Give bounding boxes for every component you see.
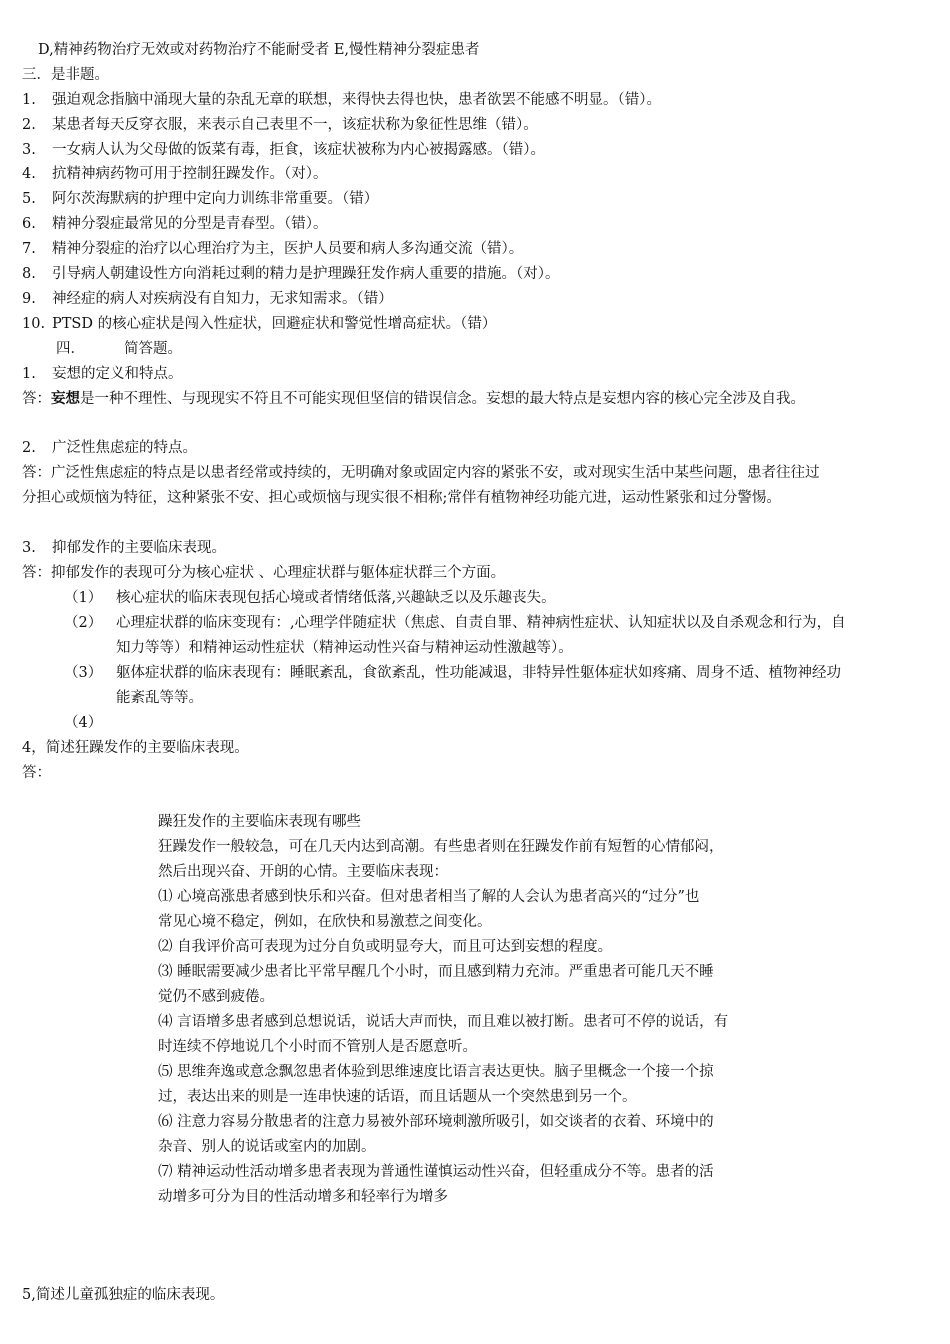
block-line: 觉仍不感到疲倦。 xyxy=(158,989,274,1005)
block-line: 时连续不停地说几个小时而不管别人是否愿意听。 xyxy=(158,1039,477,1055)
question-text: 妄想的定义和特点。 xyxy=(52,366,183,382)
section-heading-true-false: 三．是非题。 xyxy=(22,67,109,83)
list-item: 抗精神病药物可用于控制狂躁发作。（对）。 xyxy=(52,166,328,182)
question-number: 3. xyxy=(22,540,36,556)
sub-item-marker: （1） xyxy=(64,590,103,606)
list-item: 引导病人朝建设性方向消耗过剩的精力是护理躁狂发作病人重要的措施。（对）。 xyxy=(52,266,560,282)
list-number: 7. xyxy=(22,241,36,257)
sub-item-text: 能紊乱等等。 xyxy=(116,690,203,706)
sub-item-marker: （3） xyxy=(64,665,103,681)
answer-prefix: 答： xyxy=(22,391,51,407)
list-item: 强迫观念指脑中涌现大量的杂乱无章的联想，来得快去得也快，患者欲罢不能感不明显。（错）。 xyxy=(52,92,661,108)
list-item: 阿尔茨海默病的护理中定向力训练非常重要。（错） xyxy=(52,191,379,207)
list-item: 一女病人认为父母做的饭菜有毒，拒食，该症状被称为内心被揭露感。（错）。 xyxy=(52,142,545,158)
sub-item-marker: （2） xyxy=(64,615,103,631)
answer-line: 分担心或烦恼为特征，这种紧张不安、担心或烦恼与现实很不相称;常伴有植物神经功能亢进，运动性紧张和过分警惕。 xyxy=(22,490,781,506)
option-line: D,精神药物治疗无效或对药物治疗不能耐受者 E,慢性精神分裂症患者 xyxy=(38,42,480,58)
list-number: 6. xyxy=(22,216,36,232)
sub-item-text: 躯体症状群的临床表现有：睡眠紊乱，食欲紊乱，性功能减退，非特异性躯体症状如疼痛、周身不适、植物神经功 xyxy=(116,665,841,681)
sub-item-text: 核心症状的临床表现包括心境或者情绪低落,兴趣缺乏以及乐趣丧失。 xyxy=(116,590,556,606)
question-number: 2. xyxy=(22,440,36,456)
list-number: 4. xyxy=(22,166,36,182)
question-text: 抑郁发作的主要临床表现。 xyxy=(52,540,226,556)
list-number: 5. xyxy=(22,191,36,207)
sub-item-text: 心理症状群的临床变现有：,心理学伴随症状（焦虑、自责自罪、精神病性症状、认知症状以及自杀观念和行为，自 xyxy=(116,615,846,631)
question-number: 1. xyxy=(22,366,36,382)
list-number: 1. xyxy=(22,92,36,108)
answer-intro: 答：抑郁发作的表现可分为核心症状 、心理症状群与躯体症状群三个方面。 xyxy=(22,565,506,581)
block-line: 过，表达出来的则是一连串快速的话语，而且话题从一个突然患到另一个。 xyxy=(158,1089,637,1105)
answer-text: 是一种不理性、与现现实不符且不可能实现但坚信的错误信念。妄想的最大特点是妄想内容的核心完全涉及自我。 xyxy=(80,391,805,407)
list-item: 精神分裂症的治疗以心理治疗为主，医护人员要和病人多沟通交流（错）。 xyxy=(52,241,524,257)
sub-item-text: 知力等等）和精神运动性症状（精神运动性兴奋与精神运动性激越等）。 xyxy=(116,640,573,656)
list-item: 精神分裂症最常见的分型是青春型。（错）。 xyxy=(52,216,328,232)
section-heading-short-answer: 简答题。 xyxy=(124,341,182,357)
question-text: 广泛性焦虑症的特点。 xyxy=(52,440,197,456)
question-heading: 4，简述狂躁发作的主要临床表现。 xyxy=(22,740,249,756)
answer-paragraph xyxy=(22,387,805,412)
block-line: ⑹ 注意力容易分散患者的注意力易被外部环境刺激所吸引，如交谈者的衣着、环境中的 xyxy=(158,1114,714,1130)
answer-line: 答：广泛性焦虑症的特点是以患者经常或持续的，无明确对象或固定内容的紧张不安，或对现实生活中某些问题，患者往往过 xyxy=(22,465,820,481)
block-line: ⑴ 心境高涨患者感到快乐和兴奋。但对患者相当了解的人会认为患者高兴的“过分”也 xyxy=(158,889,700,905)
block-line: ⑵ 自我评价高可表现为过分自负或明显夸大，而且可达到妄想的程度。 xyxy=(158,939,613,955)
block-line: 狂躁发作一般较急，可在几天内达到高潮。有些患者则在狂躁发作前有短暂的心情郁闷， xyxy=(158,839,724,855)
block-line: ⑸ 思维奔逸或意念飘忽患者体验到思维速度比语言表达更快。脑子里概念一个接一个掠 xyxy=(158,1064,714,1080)
list-item: 某患者每天反穿衣服，来表示自己表里不一，该症状称为象征性思维（错）。 xyxy=(52,117,538,133)
list-number: 8. xyxy=(22,266,36,282)
list-number: 10. xyxy=(22,316,46,332)
block-line: ⑺ 精神运动性活动增多患者表现为普通性谨慎运动性兴奋，但轻重成分不等。患者的活 xyxy=(158,1164,714,1180)
block-line: ⑷ 言语增多患者感到总想说话，说话大声而快，而且难以被打断。患者可不停的说话，有 xyxy=(158,1014,729,1030)
list-number: 9. xyxy=(22,291,36,307)
block-title: 躁狂发作的主要临床表现有哪些 xyxy=(158,814,361,830)
block-line: 然后出现兴奋、开朗的心情。主要临床表现： xyxy=(158,864,448,880)
list-item: PTSD 的核心症状是闯入性症状，回避症状和警觉性增高症状。（错） xyxy=(52,316,497,332)
answer-term: 妄想 xyxy=(51,390,80,407)
block-line: 动增多可分为目的性活动增多和轻率行为增多 xyxy=(158,1189,448,1205)
block-line: 杂音、别人的说话或室内的加剧。 xyxy=(158,1139,376,1155)
section-heading-number: 四． xyxy=(56,341,85,357)
list-number: 2. xyxy=(22,117,36,133)
list-item: 神经症的病人对疾病没有自知力，无求知需求。（错） xyxy=(52,291,393,307)
answer-label: 答： xyxy=(22,765,51,781)
block-line: 常见心境不稳定，例如，在欣快和易激惹之间变化。 xyxy=(158,914,492,930)
list-number: 3. xyxy=(22,142,36,158)
block-line: ⑶ 睡眠需要减少患者比平常早醒几个小时，而且感到精力充沛。严重患者可能几天不睡 xyxy=(158,964,714,980)
sub-item-marker: （4） xyxy=(64,715,103,731)
question-heading: 5,简述儿童孤独症的临床表现。 xyxy=(22,1287,225,1303)
